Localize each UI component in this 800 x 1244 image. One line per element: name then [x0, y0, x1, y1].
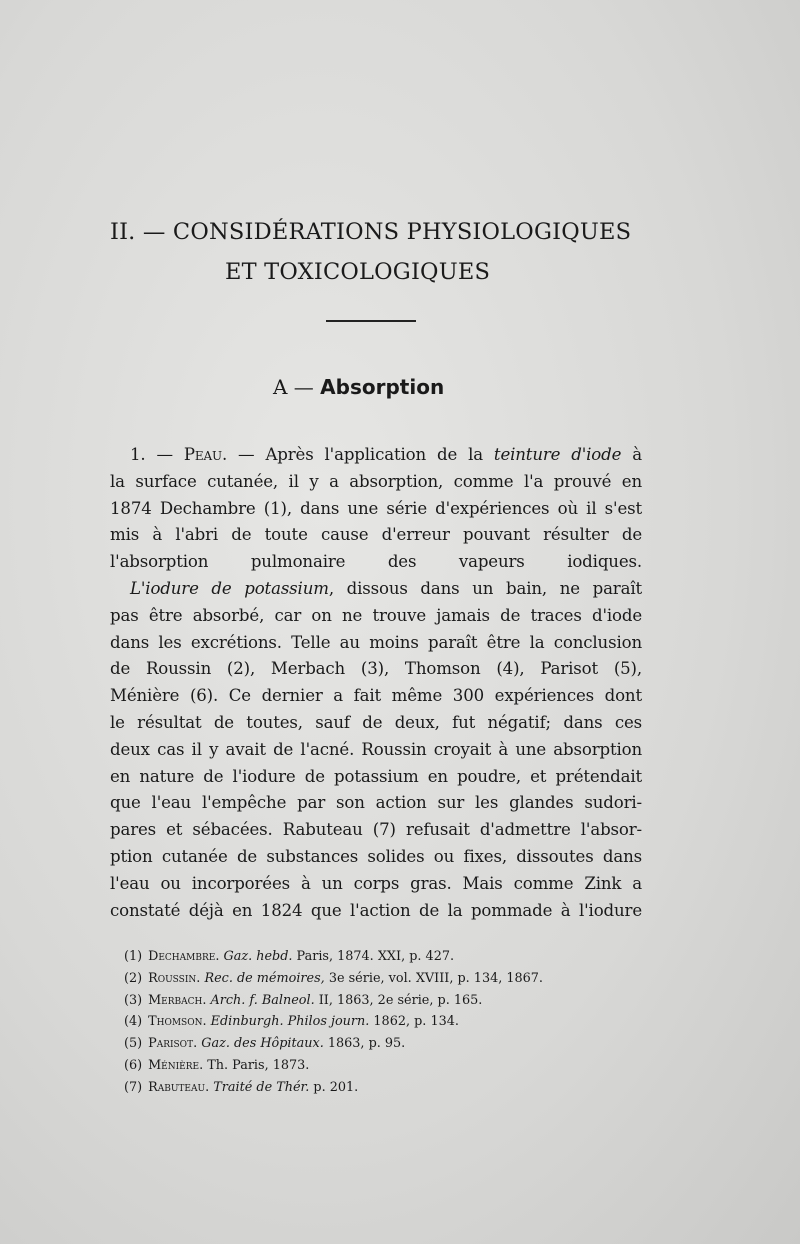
text-line: constaté déjà en 1824 que l'action de la pommade à l'iodure: [110, 900, 642, 920]
footnote-number: (1): [124, 949, 143, 964]
footnote-author: Ménière.: [148, 1057, 204, 1073]
text-line: deux cas il y avait de l'acné. Roussin croyait à une absorption: [110, 739, 642, 759]
chapter-title-line-1: II. — CONSIDÉRATIONS PHYSIOLOGIQUES: [110, 219, 632, 245]
text-line: Ménière (6). Ce dernier a fait même 300 expériences dont: [110, 686, 642, 706]
text-line: ption cutanée de substances solides ou fixes, dissoutes dans: [110, 846, 642, 866]
footnote: [124, 946, 644, 968]
text-line: de Roussin (2), Merbach (3), Thomson (4), Parisot (5),: [110, 659, 642, 679]
footnote-number: (2): [124, 970, 143, 986]
footnote: [124, 1077, 644, 1099]
paragraph-number: 1. —: [130, 445, 184, 464]
footnote: [124, 1011, 644, 1033]
text-line: pas être absorbé, car on ne trouve jamais de traces d'iode: [110, 605, 642, 625]
text-line: 1. — Peau. — Après l'application de la teinture d'iode à: [130, 445, 642, 464]
footnote-author: Merbach.: [148, 992, 207, 1008]
text-line: en nature de l'iodure de potassium en poudre, et prétendait: [110, 766, 642, 786]
section-dash: —: [287, 375, 321, 399]
footnote-details: Paris, 1874. XXI, p. 427.: [292, 949, 455, 964]
footnote-author: Thomson.: [148, 1014, 207, 1030]
footnote: [124, 968, 644, 990]
footnote: [124, 1055, 644, 1077]
footnote-details: 1863, p. 95.: [323, 1036, 406, 1052]
section-letter: A: [273, 375, 288, 399]
footnote-number: (7): [124, 1079, 143, 1095]
title-divider: [326, 320, 416, 322]
text-line: que l'eau l'empêche par son action sur les glandes sudori-: [110, 793, 642, 813]
footnote-author: Rabuteau.: [148, 1079, 210, 1095]
footnote-title: Traité de Thér.: [213, 1079, 310, 1095]
paragraph-heading: Peau.: [183, 445, 228, 464]
footnote-title: Gaz. hebd.: [223, 949, 293, 964]
footnote-number: (6): [124, 1057, 143, 1073]
text-line: dans les excrétions. Telle au moins paraît être la conclusion: [110, 632, 642, 652]
footnote-title: Rec. de mémoires,: [204, 970, 325, 986]
footnote: [124, 1033, 644, 1055]
footnotes: [124, 946, 644, 1099]
footnote-author: Parisot.: [148, 1036, 198, 1052]
footnote-details: 3e série, vol. XVIII, p. 134, 1867.: [324, 970, 543, 986]
text-line: la surface cutanée, il y a absorption, comme l'a prouvé en: [110, 471, 642, 491]
text-line: le résultat de toutes, sauf de deux, fut négatif; dans ces: [110, 712, 642, 732]
chapter-title: [110, 212, 630, 292]
footnote-number: (3): [124, 992, 143, 1008]
footnote-details: p. 201.: [309, 1079, 359, 1095]
footnote: [124, 990, 644, 1012]
text-line: l'eau ou incorporées à un corps gras. Mais comme Zink a: [110, 873, 642, 893]
footnote-title: Gaz. des Hôpitaux.: [201, 1036, 324, 1052]
text-line: 1874 Dechambre (1), dans une série d'expériences où il s'est: [110, 498, 642, 518]
italic-term: L'iodure de potassium: [130, 578, 329, 598]
footnote-title: Arch. f. Balneol.: [210, 992, 315, 1008]
text-line: L'iodure de potassium, dissous dans un bain, ne paraît: [130, 578, 642, 598]
text-line: l'absorption pulmonaire des vapeurs iodiques.: [110, 552, 642, 572]
paragraph-iodure: [110, 576, 642, 924]
text-line: pares et sébacées. Rabuteau (7) refusait d'admettre l'absor-: [110, 820, 642, 840]
footnote-number: (4): [124, 1014, 143, 1030]
footnote-number: (5): [124, 1036, 143, 1052]
section-name: Absorption: [320, 375, 445, 399]
footnote-author: Dechambre.: [148, 949, 220, 964]
italic-term: teinture d'iode: [493, 445, 622, 464]
footnote-title: Edinburgh. Philos journ.: [210, 1014, 370, 1030]
section-title: [273, 372, 444, 402]
text-line: mis à l'abri de toute cause d'erreur pouvant résulter de: [110, 525, 642, 545]
body-text: [110, 442, 642, 924]
footnote-details: Th. Paris, 1873.: [203, 1057, 310, 1073]
footnote-author: Roussin.: [148, 970, 201, 986]
footnote-details: 1862, p. 134.: [369, 1014, 459, 1030]
chapter-title-line-2: ET TOXICOLOGIQUES: [225, 259, 491, 285]
footnote-details: II, 1863, 2e série, p. 165.: [314, 992, 483, 1008]
paragraph-peau: [110, 442, 642, 576]
